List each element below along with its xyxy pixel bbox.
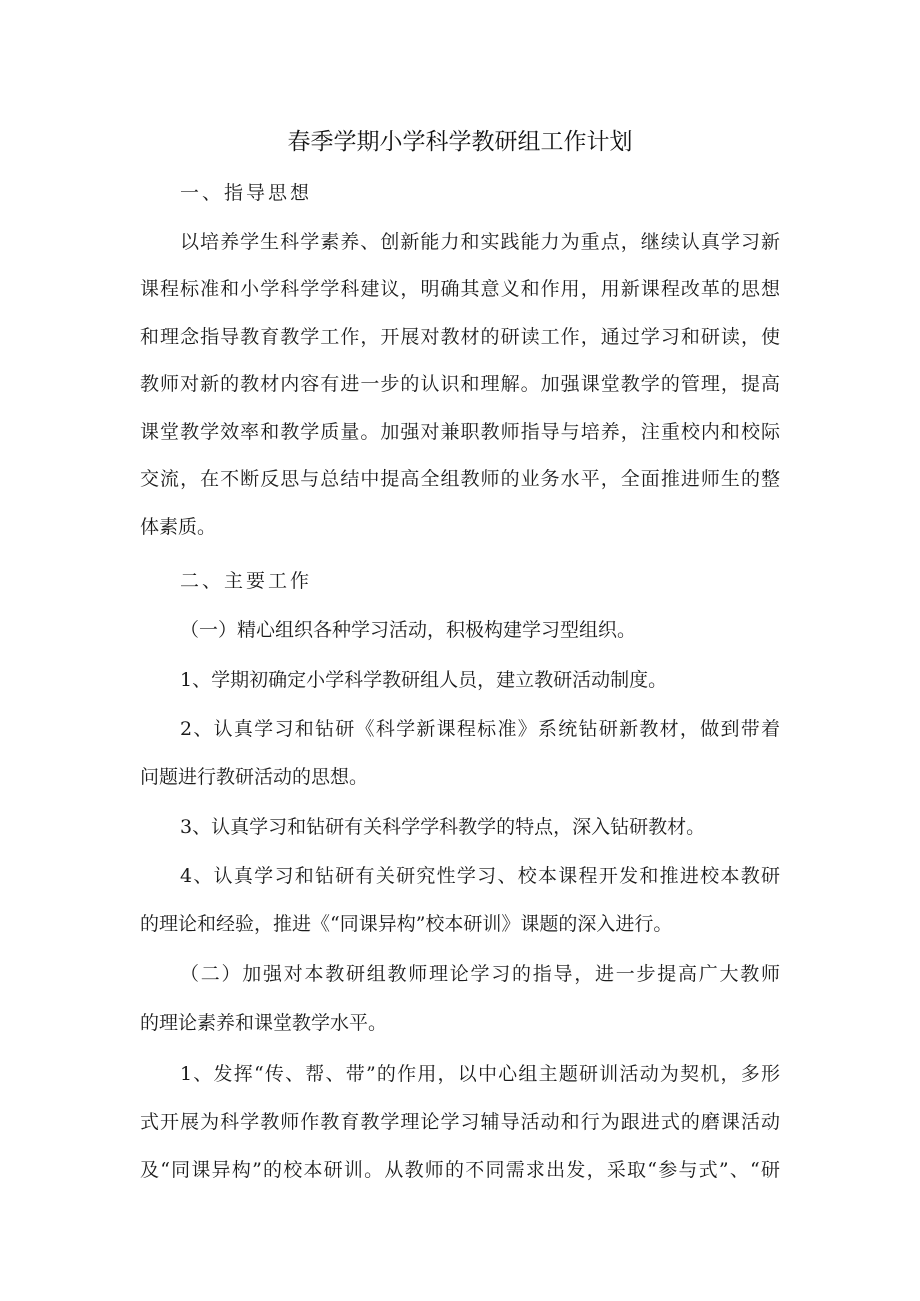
list-item: 2、认真学习和钻研《科学新课程标准》系统钻研新教材，做到带着 [180, 718, 780, 740]
paragraph-line: 交流，在不断反思与总结中提高全组教师的业务水平，全面推进师生的整 [140, 468, 780, 490]
section-heading-guiding-thought: 一、指导思想 [180, 182, 313, 204]
document-title: 春季学期小学科学教研组工作计划 [287, 129, 633, 155]
list-item-continuation: 问题进行教研活动的思想。 [140, 766, 369, 788]
list-item: 4、认真学习和钻研有关研究性学习、校本课程开发和推进校本教研 [180, 865, 780, 887]
paragraph-line: 和理念指导教育教学工作，开展对教材的研读工作，通过学习和研读，使 [140, 326, 780, 348]
subsection-heading-continuation: 的理论素养和课堂教学水平。 [140, 1012, 388, 1034]
paragraph-line: 课堂教学效率和教学质量。加强对兼职教师指导与培养，注重校内和校际 [140, 421, 780, 443]
list-item: 1、发挥“传、帮、带”的作用，以中心组主题研训活动为契机，多形 [180, 1063, 780, 1085]
list-item-continuation: 及“同课异构”的校本研训。从教师的不同需求出发，采取“参与式”、“研 [140, 1159, 780, 1181]
list-item: 1、学期初确定小学科学教研组人员，建立教研活动制度。 [180, 669, 668, 691]
paragraph-line: 教师对新的教材内容有进一步的认识和理解。加强课堂教学的管理，提高 [140, 373, 780, 395]
subsection-heading: （二）加强对本教研组教师理论学习的指导，进一步提高广大教师 [180, 963, 780, 985]
list-item-continuation: 的理论和经验，推进《“同课异构”校本研训》课题的深入进行。 [140, 913, 673, 935]
section-heading-main-work: 二、主要工作 [180, 570, 313, 592]
list-item: 3、认真学习和钻研有关科学学科教学的特点，深入钻研教材。 [180, 816, 706, 838]
paragraph-line: 以培养学生科学素养、创新能力和实践能力为重点，继续认真学习新 [180, 231, 780, 253]
list-item-continuation: 式开展为科学教师作教育教学理论学习辅导活动和行为跟进式的磨课活动 [140, 1111, 780, 1133]
paragraph-line: 课程标准和小学科学学科建议，明确其意义和作用，用新课程改革的思想 [140, 278, 780, 300]
paragraph-line: 体素质。 [140, 516, 217, 538]
subsection-heading: （一）精心组织各种学习活动，积极构建学习型组织。 [180, 619, 637, 641]
